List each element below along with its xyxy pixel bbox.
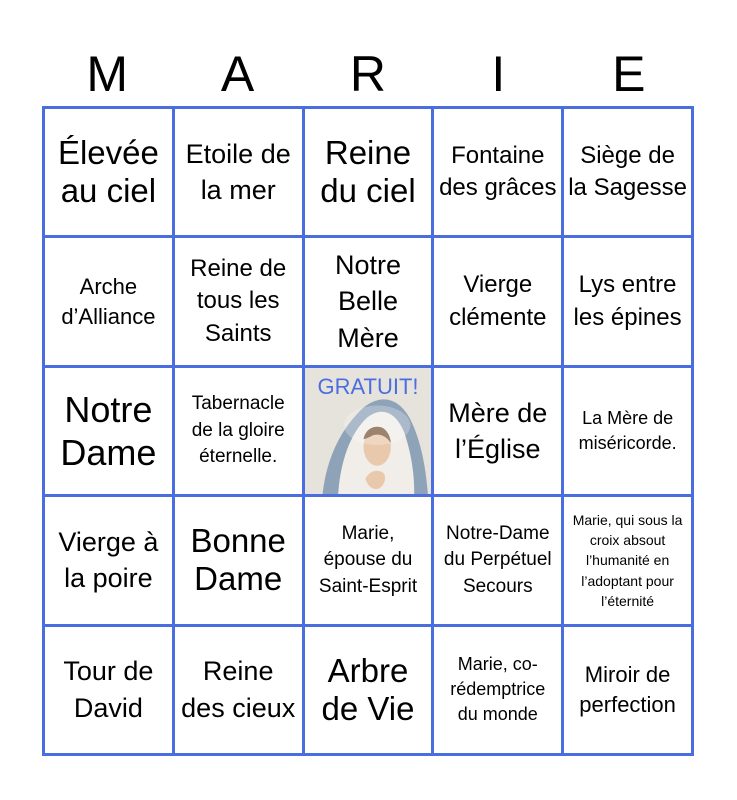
bingo-cell[interactable] xyxy=(175,627,302,753)
bingo-cell[interactable] xyxy=(434,109,561,235)
header-letter-a: A xyxy=(220,46,255,102)
cell-text: Arbre de Vie xyxy=(321,651,415,727)
cell-text: Lys entre les épines xyxy=(573,271,682,331)
cell-text: Marie, co-rédemptrice du monde xyxy=(450,654,546,725)
free-space-cell[interactable] xyxy=(305,368,432,494)
bingo-cell[interactable] xyxy=(434,238,561,364)
cell-text: Vierge à la poire xyxy=(58,526,159,594)
cell-text: Miroir de perfection xyxy=(579,662,676,717)
bingo-cell[interactable] xyxy=(564,497,691,623)
cell-text: Marie, qui sous la croix absout l’humanité en l’adoptant pour l’éternité xyxy=(572,511,683,609)
cell-text: Marie, épouse du Saint-Esprit xyxy=(318,522,418,597)
cell-text: Notre-Dame du Perpétuel Secours xyxy=(443,522,552,597)
bingo-cell[interactable] xyxy=(45,109,172,235)
cell-text: Reine des cieux xyxy=(181,656,296,723)
bingo-cell[interactable] xyxy=(45,368,172,494)
bingo-cell[interactable] xyxy=(434,627,561,753)
cell-text: Tour de David xyxy=(63,656,154,723)
bingo-cell[interactable] xyxy=(305,109,432,235)
bingo-cell[interactable] xyxy=(564,627,691,753)
bingo-board xyxy=(42,106,694,756)
header-letter-e: E xyxy=(612,46,646,102)
bingo-cell[interactable] xyxy=(564,368,691,494)
header-letter-i: I xyxy=(491,46,506,102)
bingo-cell[interactable] xyxy=(434,368,561,494)
bingo-cell[interactable] xyxy=(175,497,302,623)
cell-text: Notre Belle Mère xyxy=(334,249,401,353)
bingo-cell[interactable] xyxy=(175,109,302,235)
bingo-cell[interactable] xyxy=(305,497,432,623)
cell-text: La Mère de miséricorde. xyxy=(578,407,677,453)
cell-text: Vierge clémente xyxy=(449,271,547,331)
header-letter-r: R xyxy=(349,46,387,102)
bingo-cell[interactable] xyxy=(45,627,172,753)
bingo-cell[interactable] xyxy=(175,368,302,494)
cell-text: Élevée au ciel xyxy=(57,134,159,210)
bingo-cell[interactable] xyxy=(305,627,432,753)
bingo-cell[interactable] xyxy=(305,238,432,364)
cell-text: Fontaine des grâces xyxy=(439,141,557,202)
bingo-header xyxy=(42,42,694,106)
bingo-cell[interactable] xyxy=(564,238,691,364)
bingo-cell[interactable] xyxy=(45,497,172,623)
header-letter-m: M xyxy=(86,46,129,102)
bingo-cell[interactable] xyxy=(564,109,691,235)
bingo-cell[interactable] xyxy=(45,238,172,364)
bingo-cell[interactable] xyxy=(434,497,561,623)
cell-text: Tabernacle de la gloire éternelle. xyxy=(191,393,285,468)
cell-text: Etoile de la mer xyxy=(185,138,291,206)
bingo-cell[interactable] xyxy=(175,238,302,364)
cell-text: Mère de l’Église xyxy=(448,397,548,464)
cell-text: Bonne Dame xyxy=(190,522,286,598)
free-space-label: GRATUIT! xyxy=(317,373,419,399)
cell-text: Reine de tous les Saints xyxy=(190,255,287,347)
cell-text: Arche d’Alliance xyxy=(61,273,156,329)
cell-text: Notre Dame xyxy=(60,388,157,473)
cell-text: Siège de la Sagesse xyxy=(568,141,687,202)
cell-text: Reine du ciel xyxy=(320,134,416,210)
